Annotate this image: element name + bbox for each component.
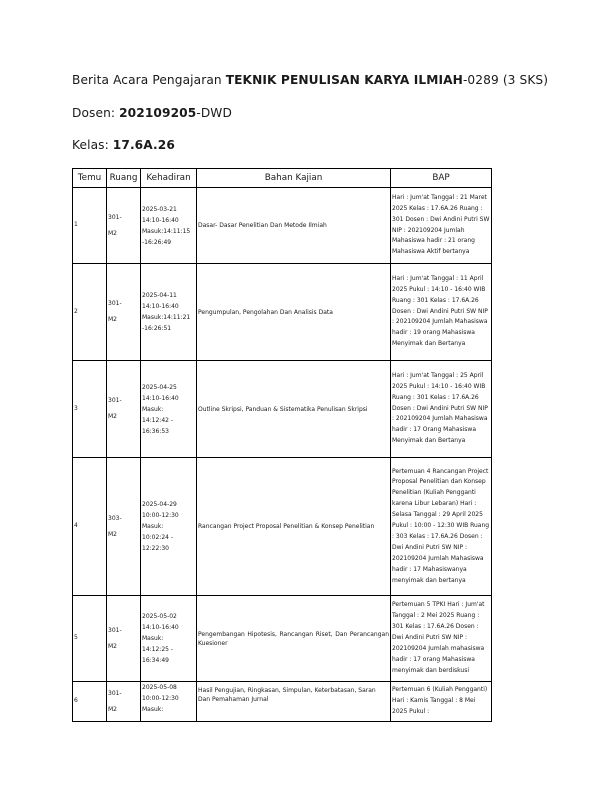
table-row	[73, 188, 492, 264]
table-row	[73, 264, 492, 361]
table-row	[73, 458, 492, 596]
col-header-kehadiran: Kehadiran	[141, 169, 197, 188]
cell-temu: 5	[73, 596, 107, 682]
cell-bahan-kajian: Pengembangan Hipotesis, Rancangan Riset, Dan Perancangan Kuesioner	[197, 596, 391, 682]
cell-kehadiran: 2025-04-25 14:10-16:40 Masuk: 14:12:42 - 16:36:53	[141, 361, 197, 458]
cell-ruang: 301- M2	[107, 682, 141, 722]
cell-ruang: 301- M2	[107, 264, 141, 361]
cell-bahan-kajian: Rancangan Project Proposal Penelitian & Konsep Penelitian	[197, 458, 391, 596]
cell-bap: Hari : Jum'at Tanggal : 11 April 2025 Pukul : 14:10 - 16:40 WIB Ruang : 301 Kelas : 17.6A.26 Dosen : Dwi Andini Putri SW NIP : 202109204 Jumlah Mahasiswa hadir : 19 orang Mahasiswa Menyimak dan Bertanya	[391, 264, 492, 361]
cell-ruang: 301- M2	[107, 188, 141, 264]
course-name: TEKNIK PENULISAN KARYA ILMIAH	[225, 73, 463, 87]
cell-bap: Pertemuan 4 Rancangan Project Proposal Penelitian dan Konsep Penelitian (Kuliah Pengganti karena Libur Lebaran) Hari : Selasa Tanggal : 29 April 2025 Pukul : 10:00 - 12:30 WIB Ruang : 303 Kelas : 17.6A.26 Dosen : Dwi Andini Putri SW NIP : 202109204 Jumlah Mahasiswa hadir : 17 Mahasiswanya menyimak dan bertanya	[391, 458, 492, 596]
table-row	[73, 596, 492, 682]
cell-temu: 4	[73, 458, 107, 596]
cell-bap: Hari : Jum'at Tanggal : 25 April 2025 Pukul : 14:10 - 16:40 WIB Ruang : 301 Kelas : 17.6A.26 Dosen : Dwi Andini Putri SW NIP : 202109204 Jumlah Mahasiswa hadir : 17 Orang Mahasiswa Menyimak dan Bertanya	[391, 361, 492, 458]
cell-ruang: 301- M2	[107, 361, 141, 458]
cell-bap: Pertemuan 6 (Kuliah Pengganti) Hari : Kamis Tanggal : 8 Mei 2025 Pukul :	[391, 682, 492, 722]
cell-kehadiran: 2025-03-21 14:10-16:40 Masuk:14:11:15 -16:26:49	[141, 188, 197, 264]
kelas-value: 17.6A.26	[112, 138, 175, 152]
cell-kehadiran: 2025-04-29 10:00-12:30 Masuk: 10:02:24 - 12:22:30	[141, 458, 197, 596]
table-row	[73, 361, 492, 458]
cell-bap: Hari : Jum'at Tanggal : 21 Maret 2025 Kelas : 17.6A.26 Ruang : 301 Dosen : Dwi Andini Putri SW NIP : 202109204 Jumlah Mahasiswa hadir : 21 orang Mahasiswa Aktif bertanya	[391, 188, 492, 264]
kelas-line	[72, 138, 175, 152]
dosen-label: Dosen:	[72, 106, 120, 120]
cell-ruang: 303- M2	[107, 458, 141, 596]
title-prefix: Berita Acara Pengajaran	[72, 73, 226, 87]
cell-temu: 6	[73, 682, 107, 722]
cell-bahan-kajian: Hasil Pengujian, Ringkasan, Simpulan, Keterbatasan, Saran Dan Pemahaman Jurnal	[197, 682, 391, 722]
cell-kehadiran: 2025-04-11 14:10-16:40 Masuk:14:11:21 -16:26:51	[141, 264, 197, 361]
col-header-bahan-kajian: Bahan Kajian	[197, 169, 391, 188]
dosen-id: 202109205	[119, 106, 197, 120]
cell-ruang: 301- M2	[107, 596, 141, 682]
cell-kehadiran: 2025-05-08 10:00-12:30 Masuk:	[141, 682, 197, 722]
cell-bap: Pertemuan 5 TPKI Hari : Jum'at Tanggal : 2 Mei 2025 Ruang : 301 Kelas : 17.6A.26 Dosen : Dwi Andini Putri SW NIP : 202109204 Jumlah mahasiswa hadir : 17 orang Mahasiswa menyimak dan berdiskusi	[391, 596, 492, 682]
cell-temu: 1	[73, 188, 107, 264]
cell-bahan-kajian: Dasar- Dasar Penelitian Dan Metode Ilmiah	[197, 188, 391, 264]
dosen-line	[72, 106, 232, 120]
dosen-suffix: -DWD	[196, 106, 232, 120]
cell-bahan-kajian: Pengumpulan, Pengolahan Dan Analisis Data	[197, 264, 391, 361]
col-header-temu: Temu	[73, 169, 107, 188]
cell-bahan-kajian: Outline Skripsi, Panduan & Sistematika Penulisan Skripsi	[197, 361, 391, 458]
col-header-ruang: Ruang	[107, 169, 141, 188]
kelas-label: Kelas:	[72, 138, 113, 152]
cell-temu: 2	[73, 264, 107, 361]
report-title	[72, 73, 548, 87]
col-header-bap: BAP	[391, 169, 492, 188]
attendance-table	[72, 168, 492, 722]
course-suffix: -0289 (3 SKS)	[462, 73, 549, 87]
table-row	[73, 682, 492, 722]
cell-temu: 3	[73, 361, 107, 458]
table-header-row	[73, 169, 492, 188]
cell-kehadiran: 2025-05-02 14:10-16:40 Masuk: 14:12:25 - 16:34:49	[141, 596, 197, 682]
